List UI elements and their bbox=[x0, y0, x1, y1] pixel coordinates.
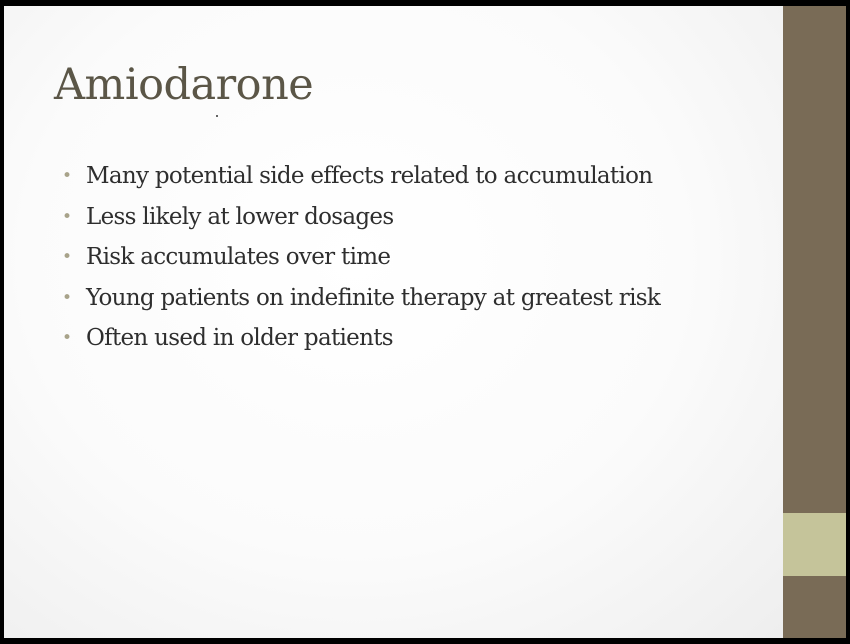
bullet-dot-icon: • bbox=[62, 247, 73, 267]
bullet-text: Risk accumulates over time bbox=[86, 244, 391, 270]
bullet-dot-icon: • bbox=[62, 328, 73, 348]
slide-title: Amiodarone bbox=[54, 60, 314, 110]
bullet-text: Many potential side effects related to accumulation bbox=[86, 163, 653, 189]
bullet-dot-icon: • bbox=[62, 287, 73, 308]
slide-content-area bbox=[4, 6, 783, 638]
presentation-slide bbox=[4, 6, 846, 638]
decorative-side-bar-accent bbox=[783, 513, 846, 576]
bullet-item bbox=[62, 156, 660, 197]
bullet-dot-icon: • bbox=[62, 166, 73, 186]
bullet-item bbox=[62, 237, 660, 278]
bullet-item bbox=[62, 278, 660, 319]
bullet-list bbox=[62, 156, 660, 359]
bullet-text: Less likely at lower dosages bbox=[86, 203, 394, 230]
dust-speck bbox=[216, 115, 218, 117]
bullet-dot-icon: • bbox=[62, 206, 73, 227]
bullet-item bbox=[62, 318, 660, 359]
bullet-text: Often used in older patients bbox=[86, 325, 393, 351]
bullet-item bbox=[62, 197, 660, 238]
bullet-text: Young patients on indefinite therapy at greatest risk bbox=[86, 284, 661, 311]
